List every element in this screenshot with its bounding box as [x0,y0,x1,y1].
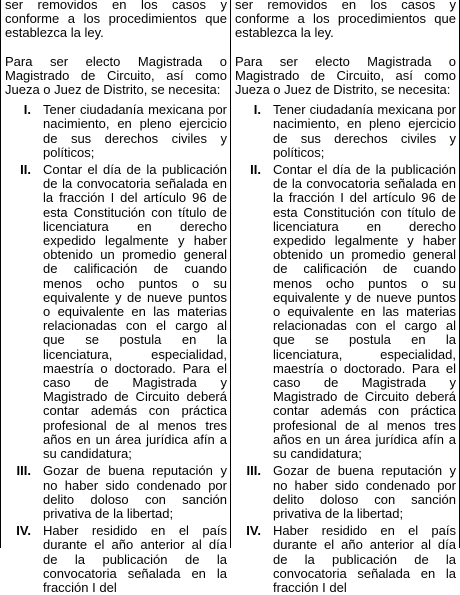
item-text: Contar el día de la publicación de la convocatoria señalada en la fracción I del artículo 96 de esta Constitución con título de licenciatura en derecho expedido legalmente y haber obtenido un promedio general de calificación de cuando menos ocho puntos o su equivalente y de nueve puntos o equivalente en las materias relacionadas con el cargo al que se postula en la licenciatura, especialidad, maestría o doctorado. Para el caso de Magistrada y Magistrado de Circuito deberá contar además con práctica profesional de al menos tres años en un área jurídica afín a su candidatura; [273,162,456,462]
list-item [235,163,456,461]
requirement-list [235,103,456,595]
item-text: Contar el día de la publicación de la convocatoria señalada en la fracción I del artículo 96 de esta Constitución con título de licenciatura en derecho expedido legalmente y haber obtenido un promedio general de calificación de cuando menos ocho puntos o su equivalente y de nueve puntos o equivalente en las materias relacionadas con el cargo al que se postula en la licenciatura, especialidad, maestría o doctorado. Para el caso de Magistrada y Magistrado de Circuito deberá contar además con práctica profesional de al menos tres años en un área jurídica afín a su candidatura; [43,162,227,462]
requirement-list [5,103,227,595]
item-text: Gozar de buena reputación y no haber sido condenado por delito doloso con sanción privativa de la libertad; [43,463,227,521]
list-item [5,103,227,160]
list-item [5,464,227,521]
requirement-heading: Para ser electo Magistrada o Magistrado de Circuito, así como Jueza o Juez de Distrito, se necesita: [235,53,456,98]
list-item [235,464,456,521]
item-numeral: III. [246,463,261,479]
paragraph-gap [235,41,456,55]
item-numeral: III. [16,463,31,479]
item-text: Gozar de buena reputación y no haber sido condenado por delito doloso con sanción privativa de la libertad; [273,463,456,521]
intro-paragraph: ser removidos en los casos y conforme a los procedimientos que establezca la ley. [5,0,227,41]
requirement-heading: Para ser electo Magistrada o Magistrado de Circuito, así como Jueza o Juez de Distrito, se necesita: [5,53,227,98]
paragraph-gap [5,41,227,55]
list-item [5,163,227,461]
item-numeral: II. [250,162,261,178]
item-numeral: II. [20,162,31,178]
list-item [235,524,456,595]
left-column [1,0,230,595]
item-numeral: IV. [16,523,31,539]
item-text: Haber residido en el país durante el año anterior al día de la publicación de la convocatoria señalada en la fracción I del [273,523,456,595]
list-item [5,524,227,595]
item-text: Tener ciudadanía mexicana por nacimiento, en pleno ejercicio de sus derechos civiles y políticos; [43,102,227,160]
item-text: Haber residido en el país durante el año anterior al día de la publicación de la convocatoria señalada en la fracción I del [43,523,227,595]
item-text: Tener ciudadanía mexicana por nacimiento, en pleno ejercicio de sus derechos civiles y políticos; [273,102,456,160]
right-column [230,0,459,595]
intro-paragraph: ser removidos en los casos y conforme a los procedimientos que establezca la ley. [235,0,456,41]
item-numeral: I. [253,102,261,118]
item-numeral: I. [23,102,31,118]
list-item [235,103,456,160]
item-numeral: IV. [246,523,261,539]
